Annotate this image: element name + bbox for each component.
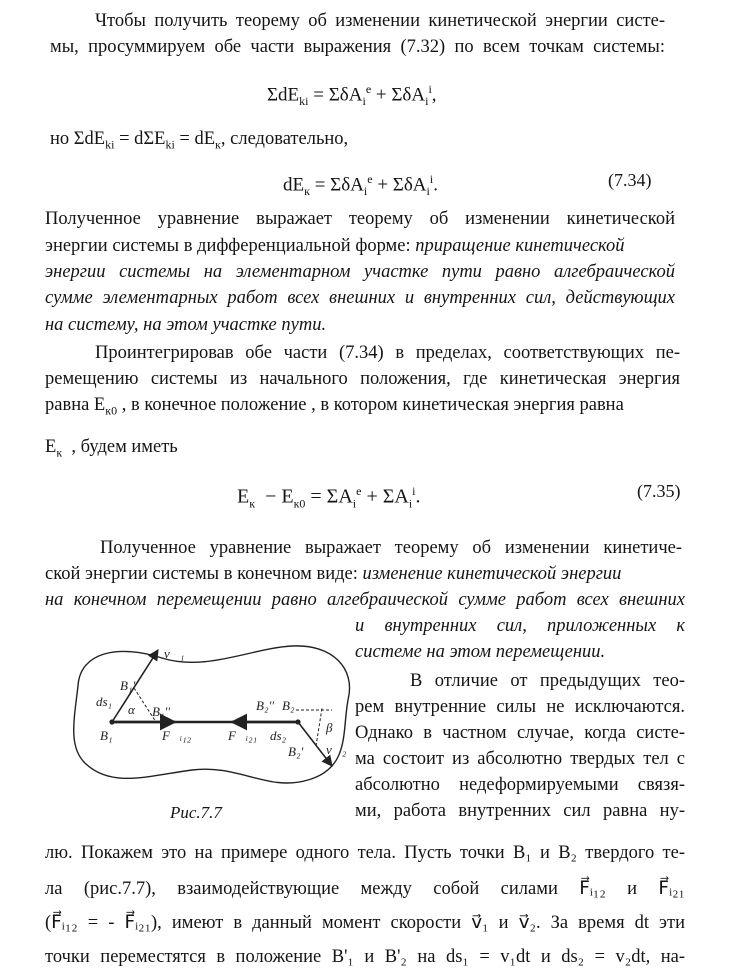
label-v1: v⃗₁ [164, 646, 185, 661]
paragraph3-line4: $E_к$ , будем иметь [45, 437, 178, 460]
paragraph5-line8: ла (рис.7.7), взаимодействующие между собой силами F⃗ᵢ₁₂ и F⃗ᵢ₂₁ [45, 879, 685, 899]
body-outline [74, 646, 350, 783]
paragraph5-line10: точки переместятся в положение B'₁ и B'₂ на ds₁ = v₁dt и ds₂ = v₂dt, на- [45, 947, 685, 967]
label-b2: B₂ [282, 698, 295, 713]
paragraph2-line2-italic: приращение кинетической [415, 236, 625, 256]
paragraph2-line4: сумме элементарных работ всех внешних и внутренних сил, действующих [45, 288, 675, 308]
paragraph3-line1: Проинтегрировав обе части (7.34) в пределах, соответствующих пе- [95, 343, 680, 363]
paragraph3-line3: равна $E_{к0}$ , в конечное положение , в котором кинетическая энергия равна [45, 395, 624, 418]
label-f21: F⃗ᵢ₂₁ [228, 728, 258, 743]
paragraph1-line2: мы, просуммируем обе части выражения (7.32) по всем точкам системы: [50, 37, 665, 57]
equation-7-35: $E_к - E_{к0} = \Sigma A_i^e + \Sigma A_i^i$. [237, 484, 421, 511]
label-ds1: ds₁ [96, 694, 113, 709]
paragraph5-line9: (F⃗ᵢ₁₂ = - F⃗ᵢ₂₁), имеют в данный момент скорости v⃗₁ и v⃗₂. За время dt эти [45, 913, 685, 933]
label-f12: F⃗ᵢ₁₂ [162, 728, 192, 743]
paragraph4-line5: системе на этом перемещении. [355, 642, 606, 662]
paragraph4-line2-plain: ской энергии системы в конечном виде: [45, 564, 358, 584]
paragraph2-line1: Полученное уравнение выражает теорему об изменении кинетической [45, 209, 675, 229]
paragraph2-line2-plain: энергии системы в дифференциальной форме: [45, 236, 411, 256]
note-line: но $\Sigma dE_{ki} = d\Sigma E_{ki} = dE_к$, следовательно, [50, 129, 349, 152]
paragraph4-line4: и внутренних сил, приложенных к [355, 616, 685, 636]
paragraph5-line6: ми, работа внутренних сил равна ну- [355, 801, 685, 821]
label-b1-prime: B₁' [120, 678, 136, 693]
paragraph4-line2-italic: изменение кинетической энергии [362, 564, 622, 584]
paragraph5-line1: В отличие от предыдущих тео- [410, 671, 685, 691]
paragraph4-line3: на конечном перемещении равно алгебраической сумме работ всех внешних [45, 590, 685, 610]
label-b1: B₁ [100, 728, 113, 743]
point-b1 [109, 719, 114, 724]
paragraph4-line2 [45, 563, 685, 585]
paragraph4-line1: Полученное уравнение выражает теорему об изменении кинетиче- [100, 538, 682, 558]
label-v2: v⃗₂ [326, 742, 347, 757]
paragraph5-line4: ма состоит из абсолютно твердых тел с [355, 749, 685, 769]
paragraph2-line2 [45, 235, 675, 257]
label-b1-double-prime: B₁'' [152, 704, 171, 719]
paragraph5-line5: абсолютно недеформируемыми связя- [355, 775, 685, 795]
paragraph5-line2: рем внутренние силы не исключаются. [355, 697, 685, 717]
paragraph5-line3: Однако в частном случае, когда систе- [355, 723, 685, 743]
label-ds2: ds₂ [270, 728, 287, 743]
equation-sum: ΣdE$_{ki}$ = ΣδA$_i^e$ + ΣδA$_i^i$, [267, 82, 437, 109]
label-beta: β [326, 720, 333, 735]
paragraph5-line7: лю. Покажем это на примере одного тела. Пусть точки B₁ и B₂ твердого те- [45, 843, 685, 863]
b2-projection [316, 708, 322, 746]
paragraph1-line1: Чтобы получить теорему об изменении кинетической энергии систе- [95, 11, 665, 31]
paragraph3-line2: ремещению системы из начального положения, где кинетическая энергия [45, 369, 680, 389]
label-alpha: α [128, 702, 135, 717]
point-b2 [295, 719, 300, 724]
paragraph2-line3: энергии системы на элементарном участке пути равно алгебраической [45, 262, 675, 282]
equation-number-7-35: (7.35) [637, 481, 681, 501]
equation-number-7-34: (7.34) [608, 170, 652, 190]
paragraph2-line5: на систему, на этом участке пути. [45, 315, 327, 335]
label-b2-prime: B₂' [288, 744, 304, 759]
figure-7-7 [60, 628, 360, 798]
equation-7-34: $dE_к = \Sigma\delta A_i^e + \Sigma\delta A_i^i$. [283, 172, 438, 199]
figure-caption: Рис.7.7 [170, 803, 222, 822]
label-b2-double-prime: B₂'' [256, 698, 275, 713]
